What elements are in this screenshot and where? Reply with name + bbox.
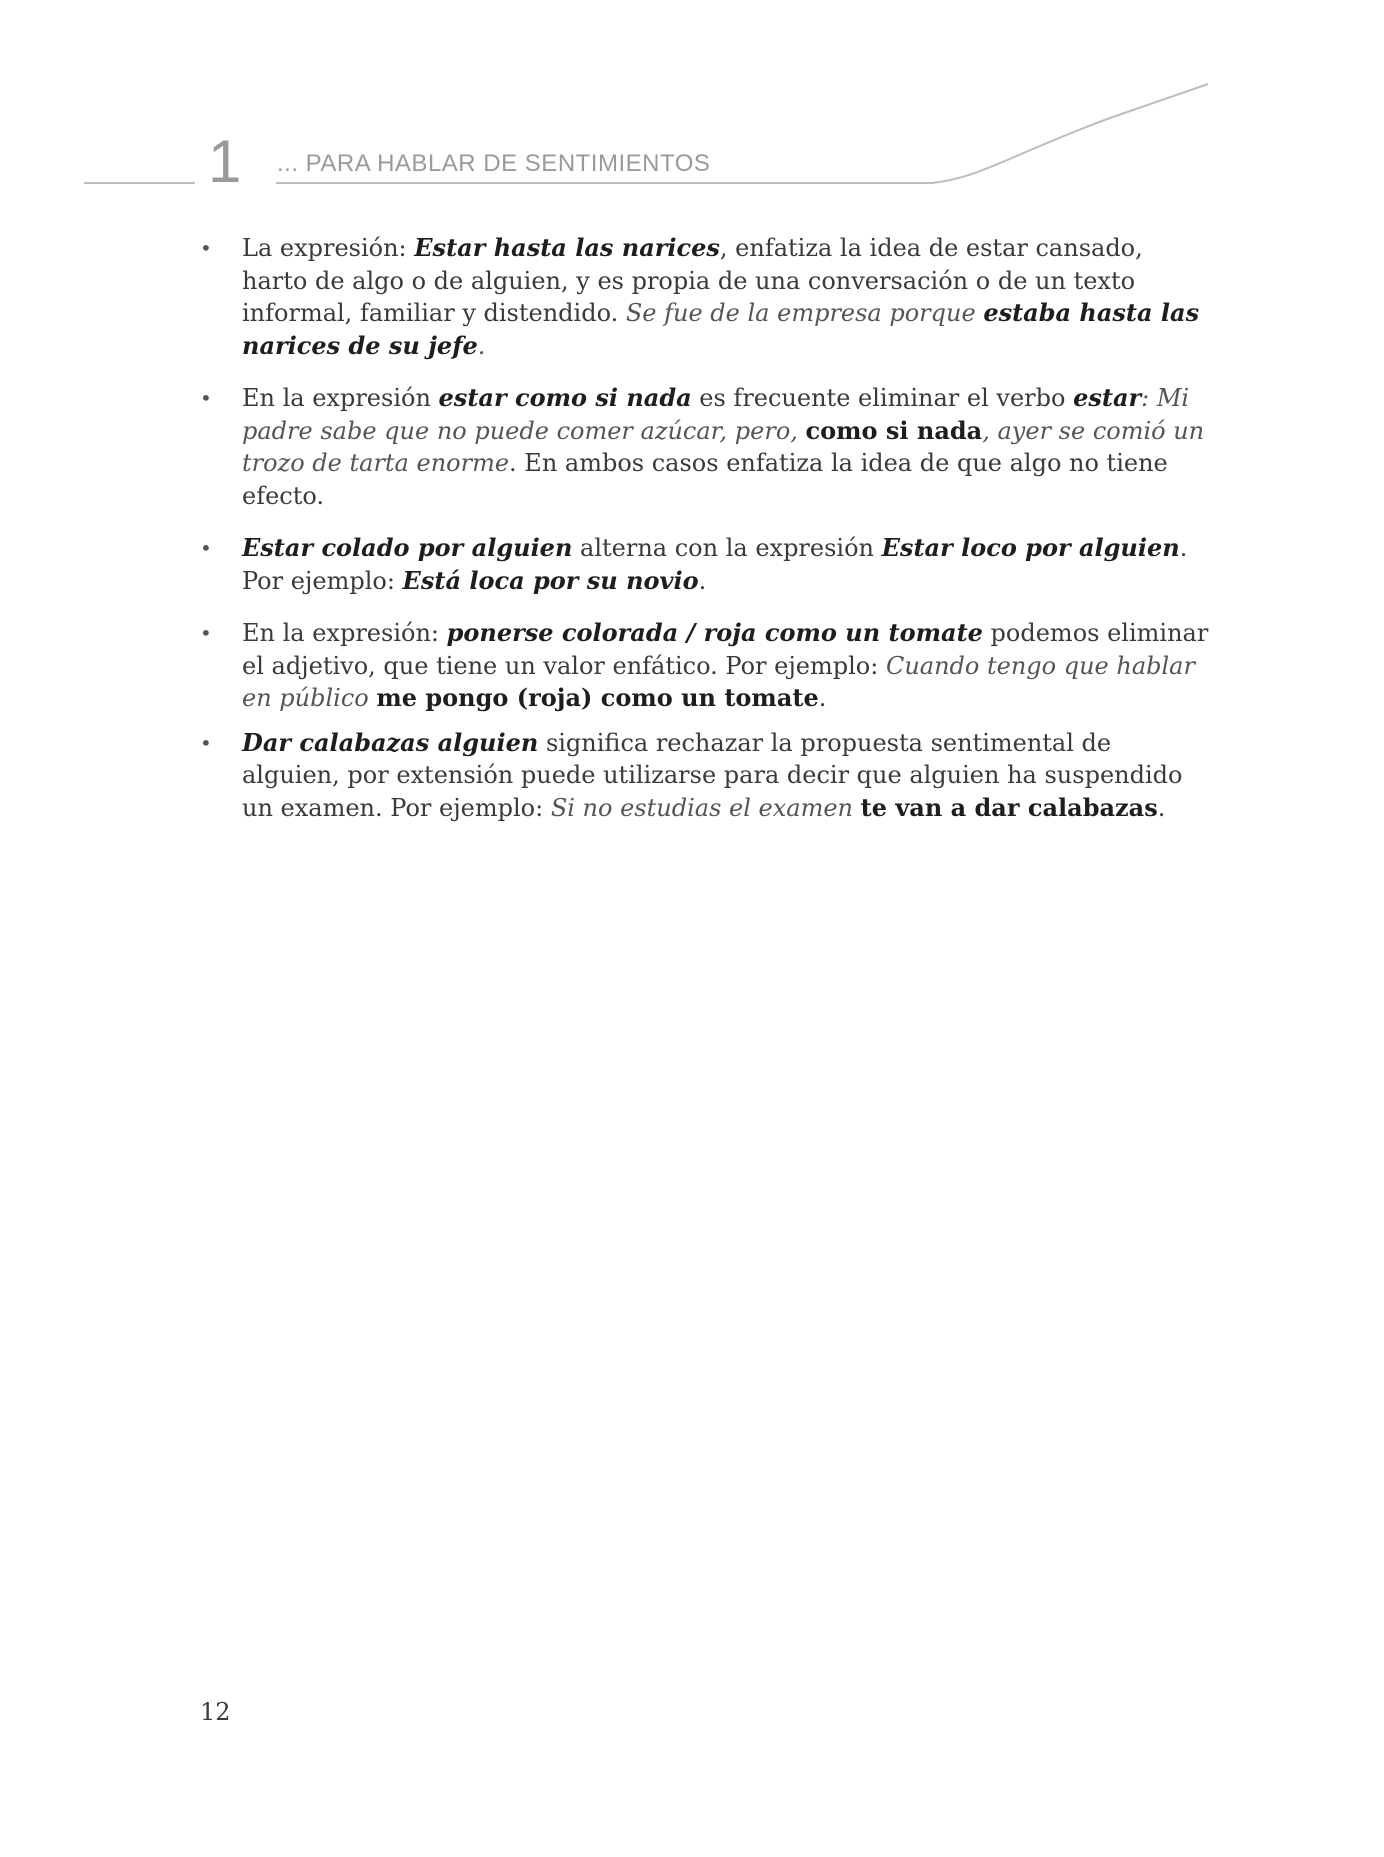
chapter-title: ... PARA HABLAR DE SENTIMIENTOS [277, 150, 711, 177]
list-item-text [242, 534, 1187, 595]
text-run: La expresión: [242, 234, 415, 262]
text-run: . [1157, 793, 1166, 822]
list-item [200, 382, 1210, 512]
text-run: podemos eliminar el adjetivo, que tiene un valor enfático. Por ejemplo: [242, 619, 1209, 680]
italic-text: Cuando tengo que hablar en público [242, 651, 1195, 712]
text-run: En la expresión [242, 384, 439, 412]
bullet-icon: • [200, 386, 212, 410]
list-item-text [242, 234, 1199, 360]
list-item [200, 727, 1210, 825]
italic-text: . [477, 331, 486, 360]
text-run: . [818, 684, 827, 712]
emphasized-expression: estar [1073, 383, 1142, 412]
expression-notes-list [200, 232, 1210, 824]
emphasized-expression: Está loca por su novio [402, 565, 699, 595]
text-run: es frecuente eliminar el verbo [691, 384, 1074, 412]
emphasized-expression: estar como si nada [438, 383, 692, 412]
list-item-text [242, 619, 1208, 712]
bold-text: te van a dar calabazas [860, 792, 1158, 822]
emphasized-expression: estaba hasta las narices de su jefe [242, 298, 1200, 360]
text-run: . En ambos casos enfatiza la idea de que algo no tiene efecto. [242, 449, 1168, 510]
text-run: . Por ejemplo: [242, 534, 1188, 595]
text-run: . [698, 566, 707, 595]
list-item-text [242, 384, 1204, 510]
emphasized-expression: Estar hasta las narices [414, 233, 720, 262]
text-run: , enfatiza la idea de estar cansado, harto de algo o de alguien, y es propia de una conversación o de un texto informal, familiar y distendido. [242, 234, 1143, 327]
bullet-icon: • [200, 730, 212, 755]
bold-text: me pongo (roja) como un tomate [376, 683, 819, 712]
chapter-number: 1 [208, 128, 242, 195]
italic-text: : Mi padre sabe que no puede comer azúcar, pero, [242, 384, 1190, 445]
bullet-icon: • [200, 236, 212, 260]
list-item [200, 232, 1210, 362]
text-run: En la expresión: [242, 619, 447, 647]
emphasized-expression: Estar colado por alguien [242, 533, 573, 562]
italic-text: Si no estudias el examen [550, 793, 861, 822]
bullet-icon: • [200, 621, 212, 645]
page-number: 12 [200, 1698, 231, 1726]
italic-text: , ayer se comió un trozo de tarta enorme [242, 416, 1205, 477]
list-item-text [242, 729, 1182, 822]
bullet-icon: • [200, 536, 212, 560]
emphasized-expression: ponerse colorada / roja como un tomate [446, 618, 983, 647]
text-run: alterna con la expresión [572, 534, 882, 562]
emphasized-expression: Dar calabazas alguien [242, 727, 539, 757]
italic-text: Se fue de la empresa porque [625, 299, 984, 327]
list-item [200, 617, 1210, 715]
main-content [200, 232, 1210, 844]
text-run: significa rechazar la propuesta sentimental de alguien, por extensión puede utilizarse para decir que alguien ha suspendido un examen. Por ejemplo: [242, 728, 1183, 822]
emphasized-expression: Estar loco por alguien [881, 533, 1180, 562]
list-item [200, 532, 1210, 597]
bold-text: como si nada [805, 415, 983, 445]
